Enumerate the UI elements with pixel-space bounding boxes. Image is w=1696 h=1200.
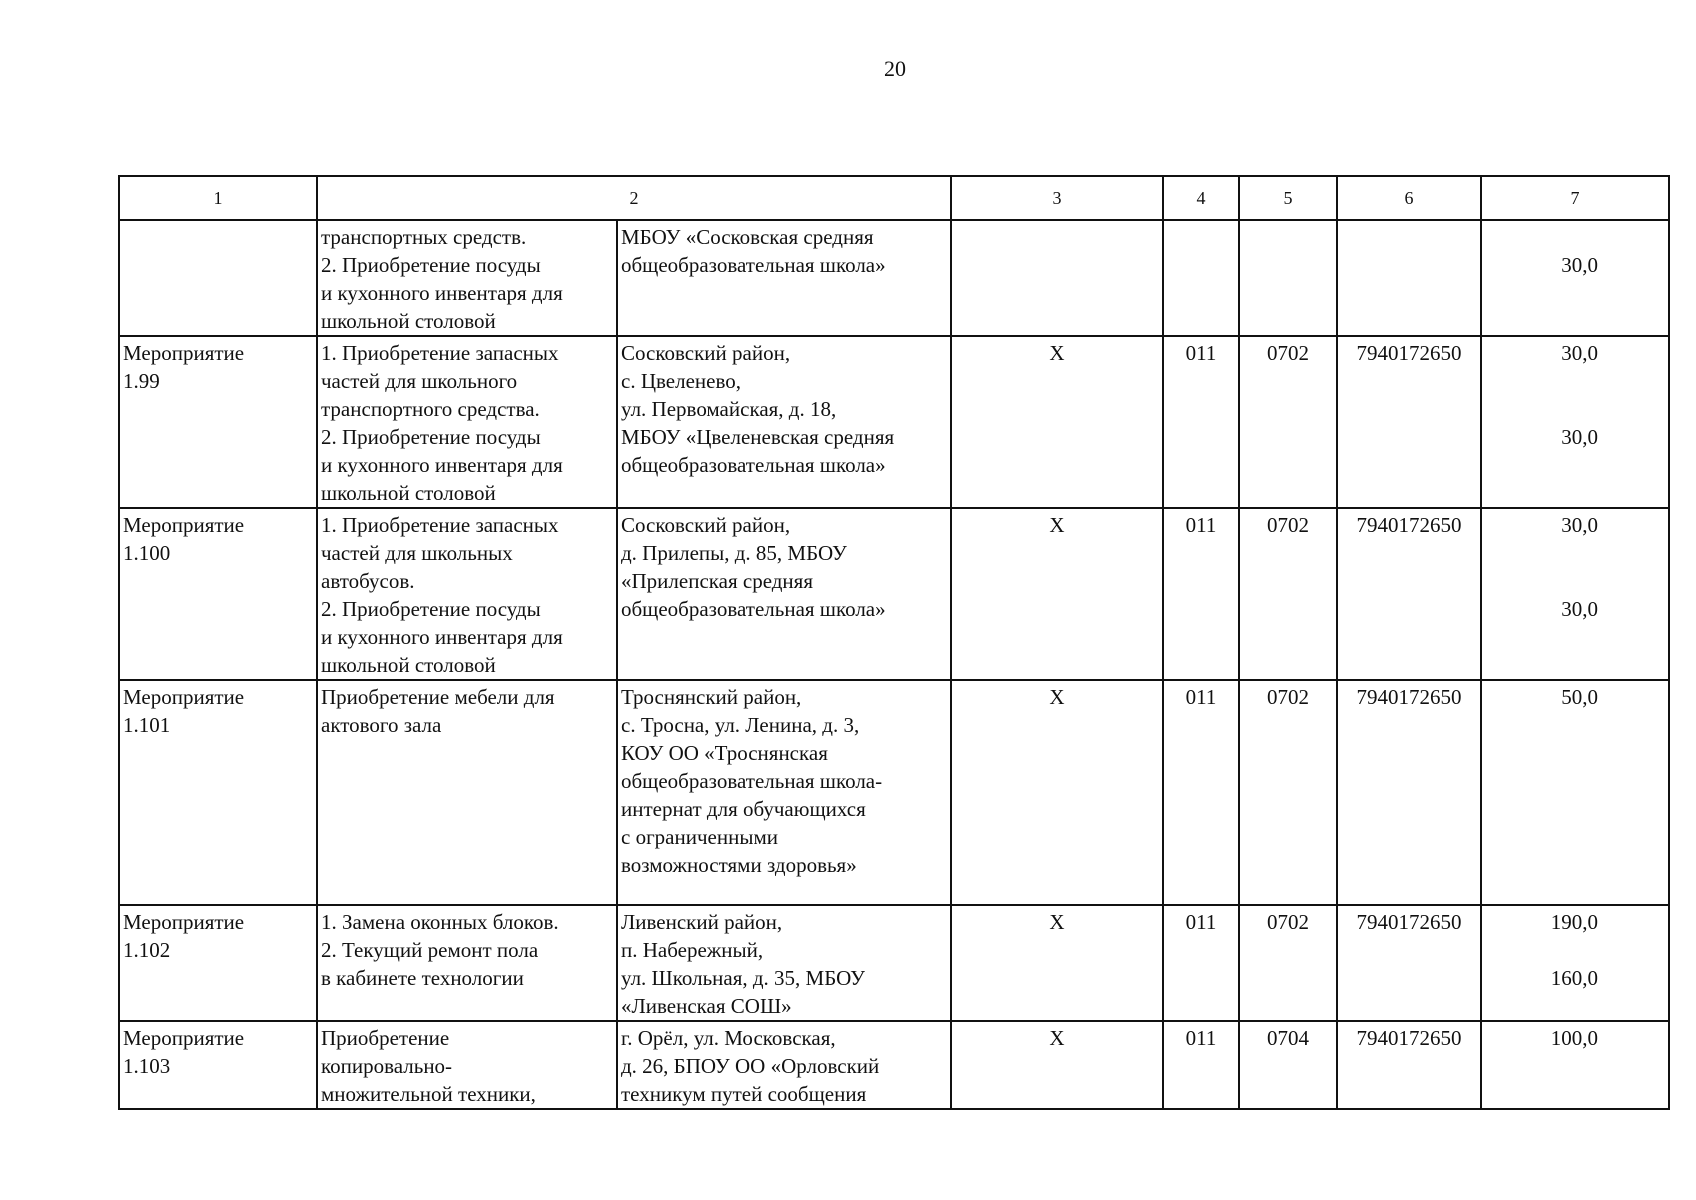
description-cell: транспортных средств. 2. Приобретение посуды и кухонного инвентаря для школьной столовой	[317, 220, 617, 336]
col6-cell	[1337, 220, 1481, 336]
header-cell-1: 1	[119, 176, 317, 220]
col4-cell: 011	[1163, 905, 1239, 1021]
description-cell: 1. Замена оконных блоков. 2. Текущий ремонт пола в кабинете технологии	[317, 905, 617, 1021]
amount-cell: 30,0 30,0	[1481, 508, 1669, 680]
address-cell: г. Орёл, ул. Московская, д. 26, БПОУ ОО «Орловский техникум путей сообщения	[617, 1021, 951, 1109]
header-cell-7: 7	[1481, 176, 1669, 220]
col3-cell: Х	[951, 905, 1163, 1021]
table-row	[119, 508, 1669, 680]
table-row	[119, 905, 1669, 1021]
col5-cell: 0702	[1239, 905, 1337, 1021]
address-cell: Сосковский район, с. Цвеленево, ул. Первомайская, д. 18, МБОУ «Цвеленевская средняя общеобразовательная школа»	[617, 336, 951, 508]
col5-cell: 0702	[1239, 508, 1337, 680]
col3-cell: Х	[951, 336, 1163, 508]
amount-cell: 100,0	[1481, 1021, 1669, 1109]
description-cell: Приобретение мебели для актового зала	[317, 680, 617, 905]
measure-cell: Мероприятие 1.101	[119, 680, 317, 905]
col4-cell: 011	[1163, 336, 1239, 508]
table-row	[119, 1021, 1669, 1109]
col3-cell: Х	[951, 1021, 1163, 1109]
header-cell-3: 3	[951, 176, 1163, 220]
col3-cell: Х	[951, 680, 1163, 905]
header-cell-5: 5	[1239, 176, 1337, 220]
address-cell: МБОУ «Сосковская средняя общеобразовательная школа»	[617, 220, 951, 336]
measure-cell: Мероприятие 1.103	[119, 1021, 317, 1109]
description-cell: 1. Приобретение запасных частей для школьного транспортного средства. 2. Приобретение посуды и кухонного инвентаря для школьной столовой	[317, 336, 617, 508]
measure-cell: Мероприятие 1.100	[119, 508, 317, 680]
table-row	[119, 336, 1669, 508]
address-cell: Сосковский район, д. Прилепы, д. 85, МБОУ «Прилепская средняя общеобразовательная школа»	[617, 508, 951, 680]
table-row	[119, 220, 1669, 336]
page-number: 20	[884, 56, 906, 81]
measure-cell	[119, 220, 317, 336]
address-cell: Ливенский район, п. Набережный, ул. Школьная, д. 35, МБОУ «Ливенская СОШ»	[617, 905, 951, 1021]
header-cell-6: 6	[1337, 176, 1481, 220]
col5-cell: 0704	[1239, 1021, 1337, 1109]
col5-cell: 0702	[1239, 680, 1337, 905]
col4-cell: 011	[1163, 680, 1239, 905]
col6-cell: 7940172650	[1337, 336, 1481, 508]
amount-cell: 30,0	[1481, 220, 1669, 336]
col6-cell: 7940172650	[1337, 1021, 1481, 1109]
amount-cell: 30,0 30,0	[1481, 336, 1669, 508]
col6-cell: 7940172650	[1337, 680, 1481, 905]
col6-cell: 7940172650	[1337, 508, 1481, 680]
measure-cell: Мероприятие 1.99	[119, 336, 317, 508]
amount-cell: 50,0	[1481, 680, 1669, 905]
table-header-row	[119, 176, 1669, 220]
address-cell: Троснянский район, с. Тросна, ул. Ленина, д. 3, КОУ ОО «Троснянская общеобразовательная школа- интернат для обучающихся с ограниченными возможностями здоровья»	[617, 680, 951, 905]
amount-cell: 190,0 160,0	[1481, 905, 1669, 1021]
table-row	[119, 680, 1669, 905]
budget-table-grid	[118, 175, 1670, 1110]
measure-cell: Мероприятие 1.102	[119, 905, 317, 1021]
col4-cell: 011	[1163, 508, 1239, 680]
col5-cell: 0702	[1239, 336, 1337, 508]
col4-cell	[1163, 220, 1239, 336]
col5-cell	[1239, 220, 1337, 336]
description-cell: 1. Приобретение запасных частей для школьных автобусов. 2. Приобретение посуды и кухонного инвентаря для школьной столовой	[317, 508, 617, 680]
header-cell-4: 4	[1163, 176, 1239, 220]
header-cell-2: 2	[317, 176, 951, 220]
col4-cell: 011	[1163, 1021, 1239, 1109]
col6-cell: 7940172650	[1337, 905, 1481, 1021]
description-cell: Приобретение копировально- множительной техники,	[317, 1021, 617, 1109]
col3-cell: Х	[951, 508, 1163, 680]
col3-cell	[951, 220, 1163, 336]
